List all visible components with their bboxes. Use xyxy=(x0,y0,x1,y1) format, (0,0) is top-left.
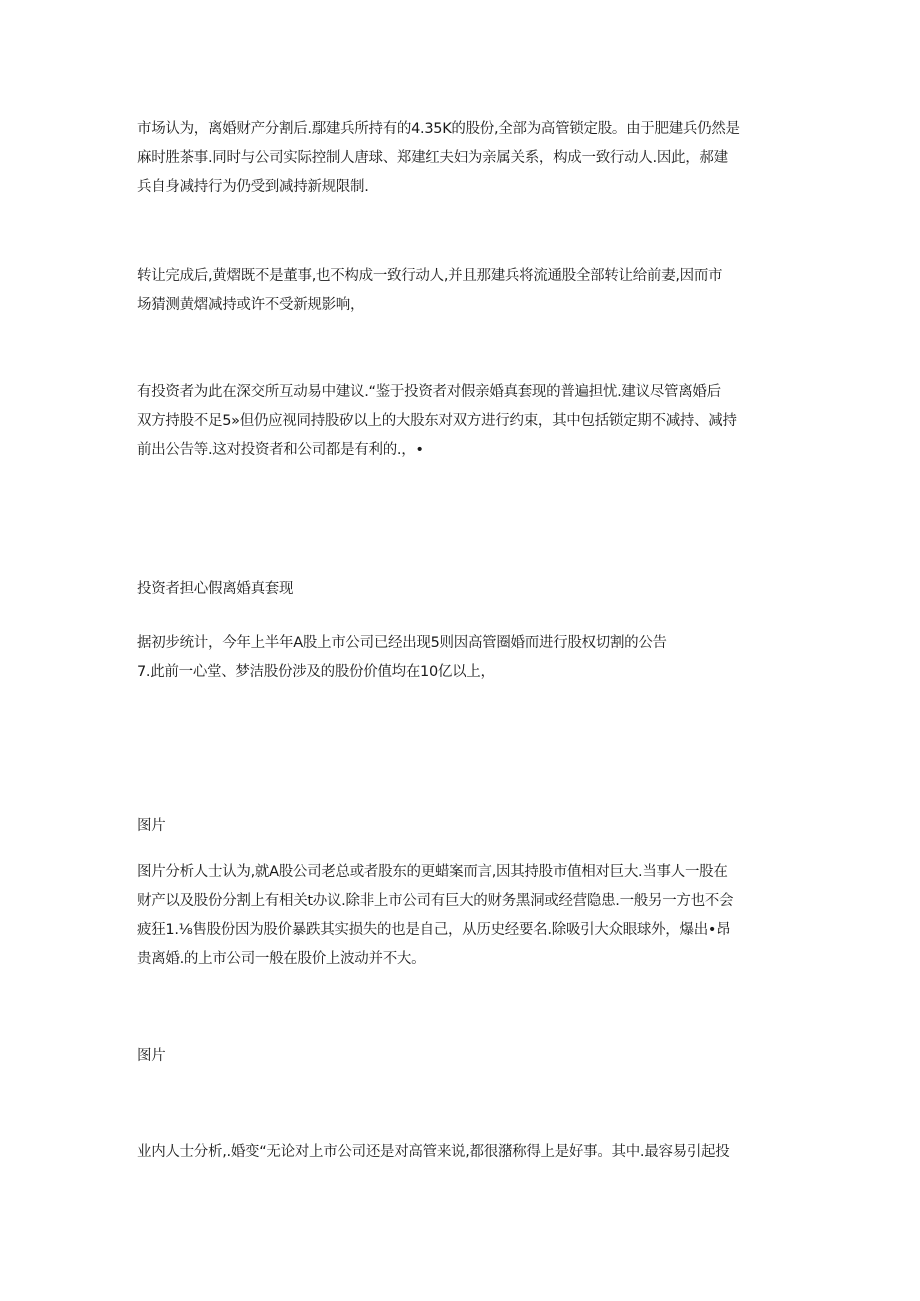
paragraph-line: 转让完成后,黄熠既不是董事,也不构成一致行动人,并且那建兵将流通股全部转让给前妻,因而市 xyxy=(137,268,723,284)
paragraph-line: 前出公告等.这对投资者和公司都是有利的.，• xyxy=(137,442,424,458)
image-caption xyxy=(137,812,797,841)
paragraph-divorce-share-split xyxy=(137,115,797,202)
image-caption xyxy=(137,1042,797,1071)
paragraph-transfer-complete xyxy=(137,262,797,320)
paragraph-line: 兵自身减持行为仍受到减持新规限制. xyxy=(137,179,369,195)
image-caption-text: 图片 xyxy=(137,818,166,834)
paragraph-line: 疲狂1.⅛售股份因为股价暴跌其实损失的也是自己，从历史经要名.除吸引大众眼球外，爆出•昂 xyxy=(137,922,731,938)
paragraph-investor-suggestion xyxy=(137,378,797,465)
paragraph-line: 7.此前一心堂、梦洁股份涉及的股份价值均在10亿以上， xyxy=(137,664,495,680)
image-caption-text: 图片 xyxy=(137,1048,166,1064)
paragraph-line: 贵离婚.的上市公司一般在股价上波动并不大。 xyxy=(137,951,426,967)
paragraph-line: 场猜测黄熠减持或许不受新规影响， xyxy=(137,297,365,313)
paragraph-line: 有投资者为此在深交所互动易中建议.“鉴于投资者对假亲婚真套现的普遍担忧.建议尽管离婚后 xyxy=(137,384,721,400)
paragraph-line: 市场认为，离婚财产分割后.鄢建兵所持有的4.35K的股份,全部为高管锁定股。由于肥建兵仍然是 xyxy=(137,121,740,137)
section-heading-text: 投资者担心假离婚真套现 xyxy=(137,581,294,597)
paragraph-industry-analysis xyxy=(137,1138,797,1167)
paragraph-line: 财产以及股份分割上有相关t办议.除非上市公司有巨大的财务黑洞或经营隐患.一般另一方也不会 xyxy=(137,893,734,909)
paragraph-line: 图片分析人士认为,就A股公司老总或者股东的更蜡案而言,因其持股市值相对巨大.当事人一股在 xyxy=(137,864,728,880)
section-heading xyxy=(137,575,797,604)
paragraph-line: 麻时胜茶事.同时与公司实际控制人唐球、郑建红夫妇为亲属关系，构成一致行动人.因此，郝建 xyxy=(137,150,728,166)
paragraph-line: 据初步统计，今年上半年A股上市公司已经出现5则因高管圈婚而进行股权切割的公告 xyxy=(137,635,667,651)
paragraph-statistics xyxy=(137,629,797,687)
paragraph-line: 双方持股不足5»但仍应视同持股矽以上的大股东对双方进行约束，其中包括锁定期不减持、减持 xyxy=(137,413,737,429)
paragraph-analyst-view xyxy=(137,858,797,974)
paragraph-line: 业内人士分析,.婚变“无论对上市公司还是对高管来说,都很潴称得上是好事。其中.最容易引起投 xyxy=(137,1144,730,1160)
